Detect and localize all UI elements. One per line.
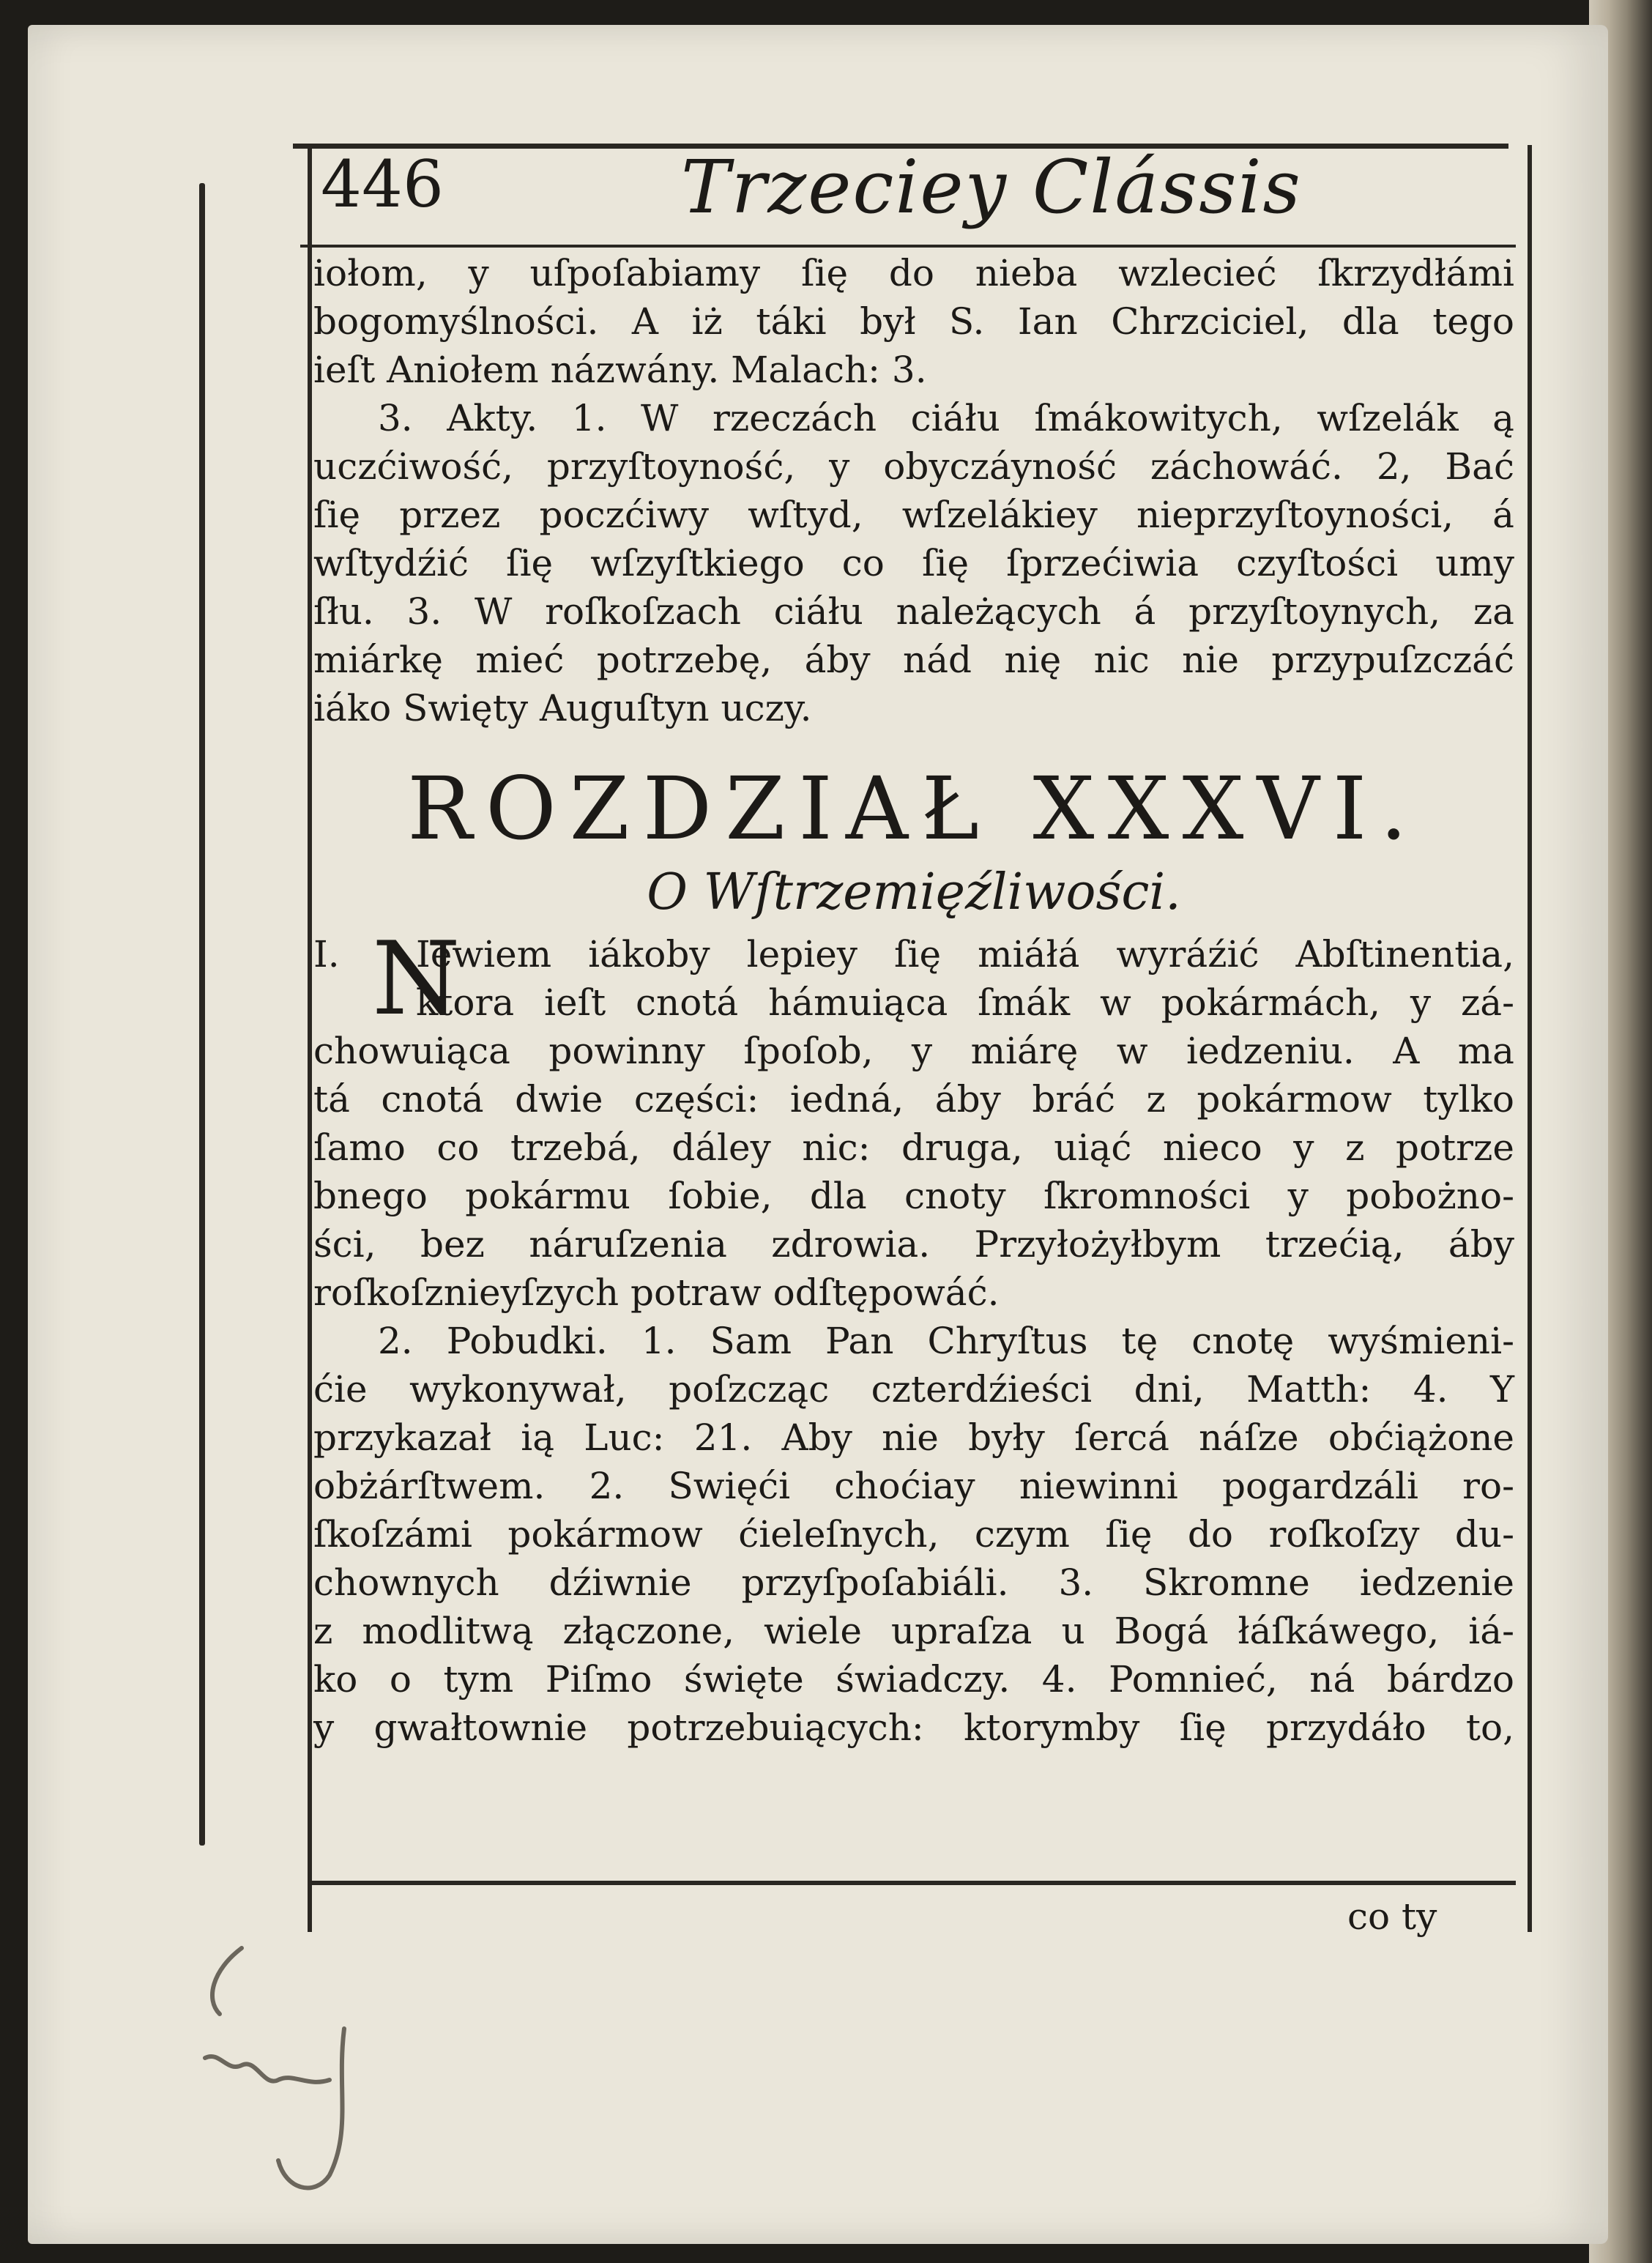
text-line: y gwałtownie potrzebuiących: ktorymby ſię przydáło to,: [313, 1706, 1514, 1749]
text-line: roſkoſznieyſzych potraw odſtępowáć.: [313, 1271, 1000, 1314]
text-line: wſtydźić ſię wſzyſtkiego co ſię ſprzećiwia czyſtości umy: [313, 542, 1514, 584]
text-line: tá cnotá dwie części: iedná, áby bráć z pokármow tylko: [313, 1078, 1514, 1121]
text-line: obżárſtwem. 2. Swięći choćiay niewinni pogardzáli ro-: [313, 1465, 1514, 1507]
footer-rule: [308, 1881, 1516, 1885]
text-line: 3. Akty. 1. W rzeczách ciáłu ſmákowitych, wſzelák ą: [378, 397, 1514, 439]
chapter-subtitle: O Wſtrzemięźliwości.: [647, 863, 1181, 921]
chapter-heading: ROZDZIAŁ XXXVI.: [407, 758, 1421, 859]
paragraph-continuation: [313, 249, 1514, 394]
text-line: iołom, y uſpoſabiamy ſię do nieba wzlecieć ſkrzydłámi: [313, 252, 1514, 294]
text-line: chowuiąca powinny ſpoſob, y miárę w iedzeniu. A ma: [313, 1030, 1514, 1072]
text-line: ſłu. 3. W roſkoſzach ciáłu należących á przyſtoynych, za: [313, 590, 1514, 633]
text-line: bogomyślności. A iż táki był S. Ian Chrzciciel, dla tego: [313, 300, 1514, 343]
running-title: Trzeciey Clássis: [681, 144, 1302, 230]
text-line: ſię przez poczćiwy wſtyd, wſzelákiey nieprzyſtoyności, á: [313, 494, 1514, 536]
text-line: 2. Pobudki. 1. Sam Pan Chryſtus tę cnotę wyśmieni-: [378, 1320, 1514, 1362]
text-line: bnego pokármu ſobie, dla cnoty ſkromności y pobożno-: [313, 1175, 1514, 1217]
paragraph-1: [313, 920, 1514, 1317]
text-line: uczćiwość, przyſtoyność, y obyczáyność záchowáć. 2, Bać: [313, 445, 1514, 488]
text-line: ſamo co trzebá, dáley nic: druga, uiąć nieco y z potrze: [313, 1126, 1514, 1169]
left-margin-rule: [199, 183, 205, 1846]
text-line: przykazał ią Luc: 21. Aby nie były ſercá náſze obćiążone: [313, 1416, 1514, 1459]
text-line: ſkoſzámi pokármow ćieleſnych, czym ſię do roſkoſzy du-: [313, 1513, 1514, 1556]
text-line: ko o tym Piſmo święte świadczy. 4. Pomnieć, ná bárdzo: [313, 1658, 1514, 1701]
text-line: z modlitwą złączone, wiele upraſza u Bogá łáſkáwego, iá-: [313, 1610, 1514, 1652]
page-number: 446: [321, 146, 444, 222]
text-line: Iewiem iákoby lepiey ſię miáłá wyráźić Abſtinentia,: [416, 933, 1514, 976]
text-line: ćie wykonywał, poſzcząc czterdźieści dni, Matth: 4. Y: [313, 1368, 1514, 1411]
text-line: miárkę mieć potrzebę, áby nád nię nic nie przypuſzczáć: [313, 639, 1514, 681]
text-line: ści, bez náruſzenia zdrowia. Przyłożyłbym trzećią, áby: [313, 1223, 1514, 1266]
text-line: iáko Swięty Auguſtyn uczy.: [313, 687, 812, 729]
header-rule: [300, 245, 1516, 248]
drop-cap: N: [372, 920, 461, 1038]
text-line: ieſt Aniołem názwány. Malach: 3.: [313, 349, 927, 391]
catchword: co ty: [1347, 1895, 1437, 1938]
text-line: chownych dźiwnie przyſpoſabiáli. 3. Skromne iedzenie: [313, 1561, 1514, 1604]
paragraph-akty: [313, 394, 1514, 732]
paragraph-number: I.: [313, 933, 340, 976]
paragraph-pobudki: [313, 1317, 1514, 1752]
running-head: [308, 146, 1523, 242]
text-line: ktora ieſt cnotá hámuiąca ſmák w pokármách, y zá-: [416, 981, 1514, 1024]
body-text: [313, 249, 1514, 1752]
pencil-marks: [198, 1941, 366, 2204]
